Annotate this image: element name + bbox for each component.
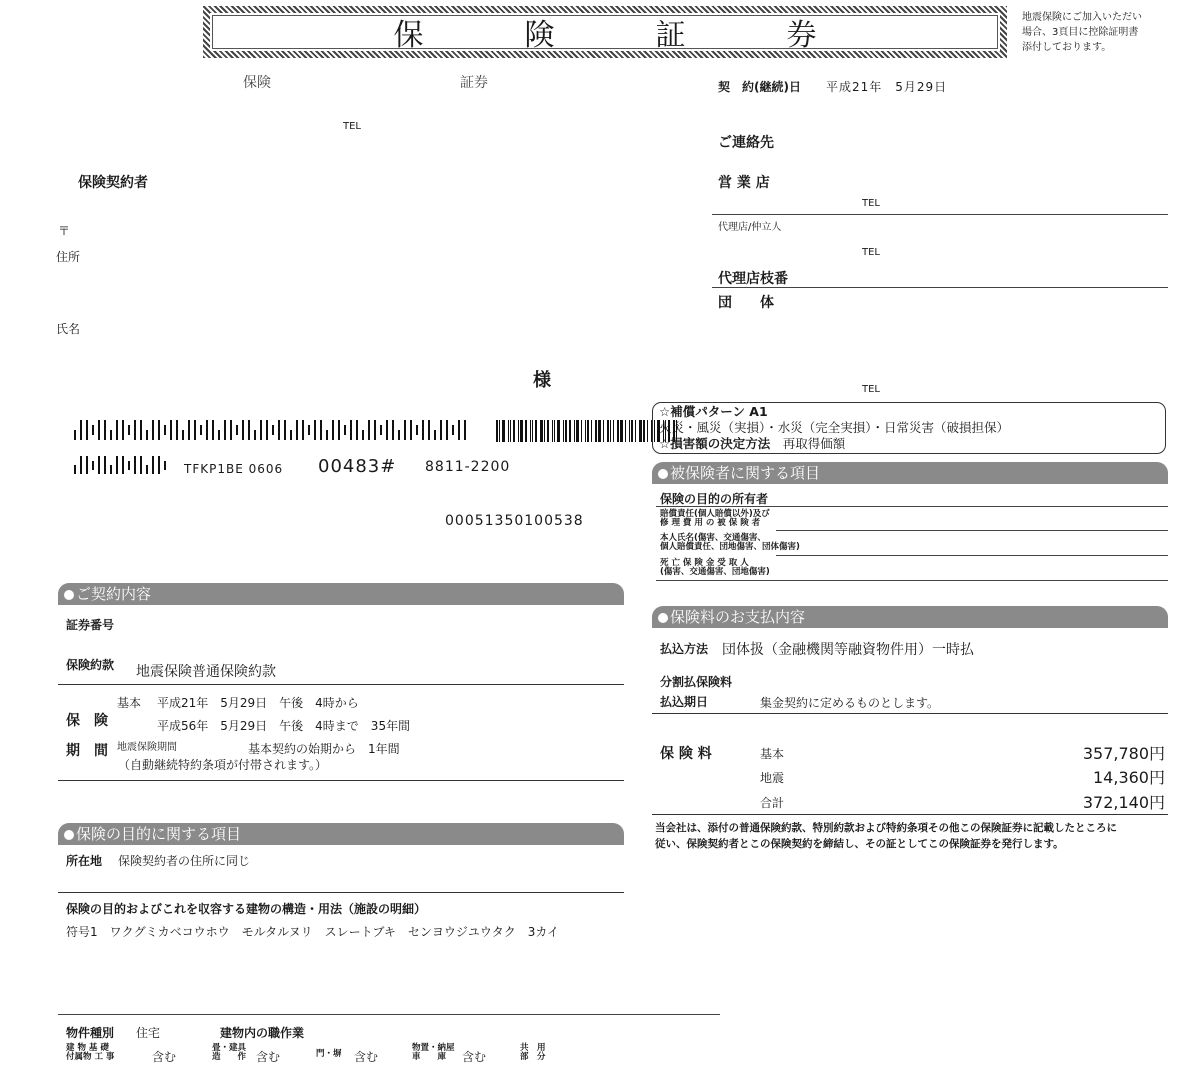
code-prefix: TFKP1BE 0606 [184, 462, 284, 476]
contract-section-header: ご契約内容 [58, 583, 624, 605]
payment-section-header: 保険料のお支払内容 [652, 606, 1168, 628]
structure-title: 保険の目的およびこれを収容する建物の構造・用法（施設の明細） [66, 902, 427, 916]
bullet-icon [658, 469, 668, 479]
premium-eq-label: 地震 [760, 771, 785, 785]
incl-gate-label: 門・塀 [316, 1049, 342, 1059]
coverage-pattern-box [652, 402, 1166, 454]
incl-shed-label: 物置・納屋 車 庫 [412, 1043, 455, 1062]
incl-common-label: 共 用 部 分 [520, 1043, 546, 1062]
header-label-hoken: 保険 [243, 75, 271, 91]
period-label-2: 期 間 [66, 743, 108, 759]
postal-barcode [74, 420, 470, 440]
liability-insured-label: 賠償責任(個人賠償以外)及び 修 理 費 用 の 被 保 険 者 [660, 509, 770, 528]
name-label: 氏名 [56, 322, 81, 336]
contact-title: ご連絡先 [718, 135, 774, 151]
tel-label: TEL [862, 247, 880, 258]
divider [712, 287, 1168, 288]
title-banner [203, 6, 1007, 58]
group-label: 団 体 [718, 295, 774, 311]
title-char: 険 [524, 18, 555, 53]
branch-label: 営 業 店 [718, 175, 770, 191]
incl-building-label: 建 物 基 礎 付属物 工 事 [66, 1043, 115, 1062]
agent-code-label: 代理店枝番 [718, 271, 788, 287]
property-type-value: 住宅 [136, 1026, 161, 1040]
due-date-value: 集金契約に定めるものとします。 [760, 696, 940, 710]
divider [652, 814, 1168, 815]
honorific: 様 [533, 370, 551, 391]
pattern-title: ☆補償パターン A1 [659, 404, 768, 419]
location-value: 保険契約者の住所に同じ [118, 854, 251, 868]
structure-value: 符号1 ワクグミカベコウホウ モルタルヌリ スレートブキ センヨウジユウタク 3カイ [66, 925, 559, 939]
beneficiary-label: 死 亡 保 険 金 受 取 人 (傷害、交通傷害、団地傷害) [660, 558, 770, 577]
divider [58, 780, 624, 781]
period-label-1: 保 険 [66, 713, 108, 729]
basic-label: 基本 [117, 696, 142, 710]
contract-date-value: 平成21年 5月29日 [826, 80, 948, 94]
loss-method-value: 再取得価額 [782, 436, 846, 451]
title-char: 証 [655, 18, 686, 53]
divider [656, 580, 1168, 581]
payment-method-label: 払込方法 [660, 642, 709, 656]
owner-label: 保険の目的の所有者 [660, 492, 769, 506]
code-suffix: 8811-2200 [425, 459, 511, 475]
bullet-icon [64, 830, 74, 840]
period-start: 平成21年 5月29日 午後 4時から [157, 696, 359, 710]
insured-name-label: 本人氏名(傷害、交通傷害、 個人賠償責任、団地傷害、団体傷害) [660, 533, 800, 552]
location-label: 所在地 [66, 854, 103, 868]
incl-building-value: 含む [152, 1050, 177, 1064]
header-label-shoken: 証券 [460, 75, 488, 91]
incl-shed-value: 含む [462, 1050, 487, 1064]
issue-statement: 当会社は、添付の普通保険約款、特別約款および特約条項その他この保険証券に記載したところに 従い、保険契約者とこの保険契約を締結し、その証としてこの保険証券を発行します。 [655, 822, 1117, 850]
incl-fixtures-value: 含む [256, 1050, 281, 1064]
policyholder-label: 保険契約者 [78, 175, 148, 191]
divider [712, 214, 1168, 215]
premium-total-amount: 372,140円 [1082, 793, 1165, 812]
address-label: 住所 [56, 250, 81, 264]
period-end: 平成56年 5月29日 午後 4時まで 35年間 [157, 719, 411, 733]
premium-eq-amount: 14,360円 [1093, 768, 1165, 787]
payment-method-value: 団体扱（金融機関等融資物件用）一時払 [722, 642, 974, 658]
divider [58, 892, 624, 893]
bullet-icon [658, 613, 668, 623]
divider [652, 713, 1168, 714]
divider [776, 530, 1168, 531]
premium-basic-amount: 357,780円 [1082, 744, 1165, 763]
divider [58, 684, 624, 685]
auto-renew-note: （自動継続特約条項が付帯されます。） [118, 758, 328, 772]
terms-value: 地震保険普通保険約款 [136, 664, 276, 680]
pattern-coverage: 火災・風災（実損）・水災（完全実損）・日常災害（破損担保） [659, 420, 1010, 435]
incl-fixtures-label: 畳・建具 造 作 [212, 1043, 247, 1062]
header-note: 地震保険にご加入いただい 場合、3頁目に控除証明書 添付しております。 [1022, 12, 1142, 53]
tel-label: TEL [343, 121, 361, 132]
divider [58, 1014, 720, 1015]
property-type-label: 物件種別 [66, 1026, 115, 1040]
property-section-header: 保険の目的に関する項目 [58, 823, 624, 845]
eq-period-label: 地震保険期間 [117, 742, 177, 753]
due-date-label: 払込期日 [660, 695, 709, 709]
bullet-icon [64, 590, 74, 600]
occupation-label: 建物内の職作業 [220, 1026, 305, 1040]
incl-gate-value: 含む [354, 1050, 379, 1064]
agent-label: 代理店/仲立人 [718, 222, 782, 233]
title-char: 券 [786, 18, 817, 53]
installment-label: 分割払保険料 [660, 675, 733, 689]
postal-mark: 〒 [58, 224, 71, 238]
premium-label: 保 険 料 [660, 746, 712, 762]
tel-label: TEL [862, 384, 880, 395]
small-barcode [74, 456, 170, 474]
code-number: 00483# [318, 456, 397, 477]
premium-total-label: 合計 [760, 796, 785, 810]
serial-number: 00051350100538 [445, 513, 584, 529]
eq-period-value: 基本契約の始期から 1年間 [248, 742, 400, 756]
terms-label: 保険約款 [66, 658, 115, 672]
divider [656, 506, 1168, 507]
insured-section-header: 被保険者に関する項目 [652, 462, 1168, 484]
loss-method-label: ☆損害額の決定方法 [659, 436, 771, 451]
divider [776, 555, 1168, 556]
title-char: 保 [393, 18, 424, 53]
tel-label: TEL [862, 198, 880, 209]
policy-number-label: 証券番号 [66, 618, 115, 632]
contract-date-label: 契 約(継続)日 [718, 80, 801, 94]
premium-basic-label: 基本 [760, 747, 785, 761]
